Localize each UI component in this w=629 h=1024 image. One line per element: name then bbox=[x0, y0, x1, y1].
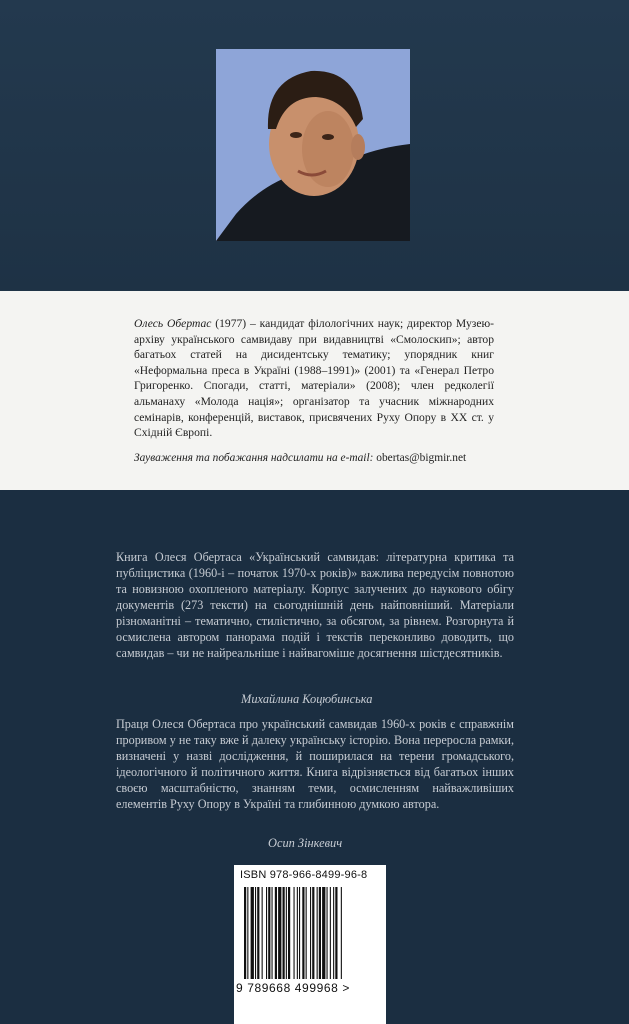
contact-email[interactable]: obertas@bigmir.net bbox=[373, 452, 467, 464]
contact-note bbox=[134, 452, 514, 464]
author-name: Олесь Обертас bbox=[134, 317, 212, 330]
barcode-bar bbox=[310, 887, 311, 979]
barcode-bar bbox=[335, 887, 337, 979]
barcode bbox=[244, 887, 376, 979]
barcode-bar bbox=[255, 887, 256, 979]
barcode-bar bbox=[268, 887, 270, 979]
barcode-bar bbox=[262, 887, 263, 979]
barcode-bar bbox=[286, 887, 287, 979]
barcode-bar bbox=[302, 887, 304, 979]
barcode-bar bbox=[266, 887, 267, 979]
review-author-1: Михайлина Коцюбинська bbox=[241, 692, 373, 706]
barcode-bar bbox=[322, 887, 325, 979]
isbn-label: ISBN 978-966-8499-96-8 bbox=[240, 869, 368, 881]
author-bio bbox=[134, 316, 494, 441]
barcode-bar bbox=[341, 887, 342, 979]
review-text-2: Праця Олеся Обертаса про український самвидав 1960-х років є справжнім проривом у не таку вже й далеку українську історію. Вона переросла рамки, визначені у назві дослідження, й поширилася на терени громадського, ідеологічного й політичного життя. Книга відрізняється від багатьох інших своєю масштабністю, знанням теми, осмисленням найважливіших елементів Руху Опору в Україні та глибинною думкою автора. bbox=[116, 717, 514, 811]
barcode-bar bbox=[257, 887, 259, 979]
barcode-bar bbox=[333, 887, 334, 979]
barcode-bar bbox=[299, 887, 300, 979]
barcode-bar bbox=[288, 887, 290, 979]
contact-label: Зауваження та побажання надсилати на e-mail: bbox=[134, 452, 374, 464]
barcode-bar bbox=[294, 887, 295, 979]
barcode-bar bbox=[297, 887, 298, 979]
review-author-2: Осип Зінкевич bbox=[268, 836, 343, 850]
barcode-bar bbox=[317, 887, 318, 979]
barcode-bar bbox=[247, 887, 248, 979]
isbn-block bbox=[234, 865, 386, 1024]
author-photo bbox=[216, 49, 410, 241]
barcode-bar bbox=[306, 887, 307, 979]
barcode-bar bbox=[327, 887, 328, 979]
author-bio-text: (1977) – кандидат філологічних наук; директор Музею-архіву українського самвидаву при видавництві «Смолоскип»; автор багатьох статей на дисидентську тематику; упорядник книг «Неформальна преса в Україні (1988–1991)» (2001) та «Генерал Петро Григоренко. Спогади, статті, матеріали» (2008); член редколегії альманаху «Молода нація»; організатор та учасник міжнародних семінарів, конференцій, виставок, присвячених Руху Опору в ХХ ст. у Східній Європі. bbox=[134, 317, 494, 440]
barcode-bar bbox=[312, 887, 314, 979]
barcode-bar bbox=[278, 887, 281, 979]
barcode-bar bbox=[330, 887, 331, 979]
review-text-1: Книга Олеся Обертаса «Український самвидав: літературна критика та публіцистика (1960-і – початок 1970-х років)» важлива передусім повнотою та новизною охопленого матеріалу. Корпус залучених до наукового обігу документів (273 тексти) на сьогоднішній день найповніший. Матеріали різноманітні – тематично, стилістично, за обсягом, за рівнем. Розгорнута й осмислена автором панорама подій і текстів переконливо доводить, що самвидав – чи не найреальніше і найвагоміше досягнення шістдесятників. bbox=[116, 550, 514, 660]
barcode-bar bbox=[283, 887, 285, 979]
barcode-bar bbox=[275, 887, 277, 979]
barcode-bar bbox=[251, 887, 254, 979]
barcode-bar bbox=[244, 887, 246, 979]
barcode-bar bbox=[319, 887, 321, 979]
barcode-bar bbox=[272, 887, 273, 979]
isbn-digits: 9 789668 499968 > bbox=[236, 981, 350, 995]
